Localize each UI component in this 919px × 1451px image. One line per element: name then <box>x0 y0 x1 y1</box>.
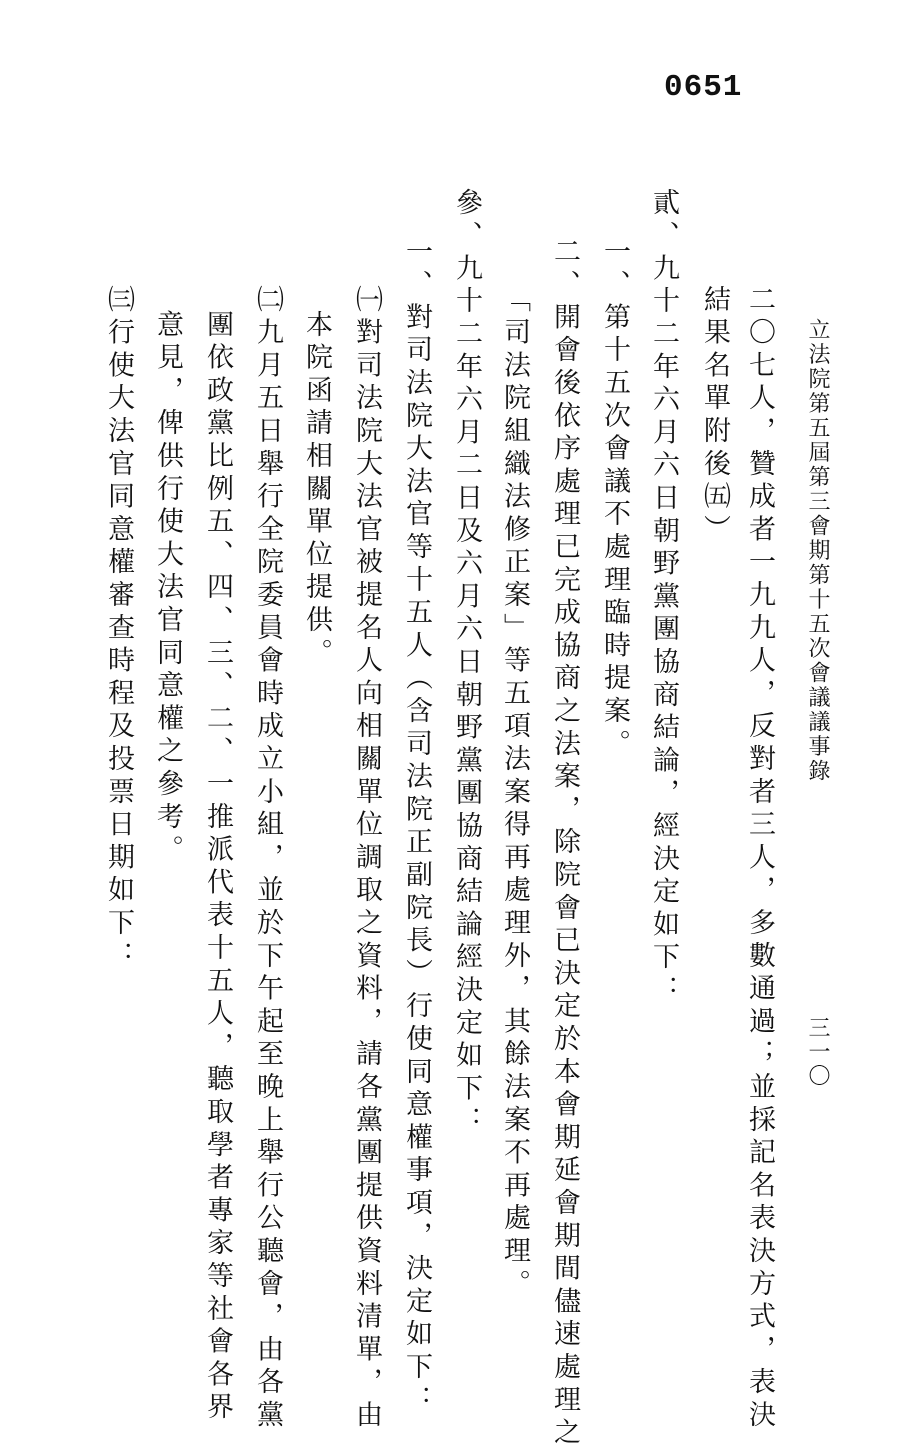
text-column-1: 二〇七人，贊成者一九九人，反對者三人，多數通過；並採記名表決方式，表決 <box>744 285 775 1433</box>
text-column-9: ㈠對司法院大法官被提名人向相關單位調取之資料，請各黨團提供資料清單，由 <box>351 285 382 1433</box>
text-column-3: 貳、九十二年六月六日朝野黨團協商結論，經決定如下： <box>648 188 679 1008</box>
text-column-12: 團依政黨比例五、四、三、二、一推派代表十五人，聽取學者專家等社會各界 <box>202 310 233 1426</box>
text-column-13: 意見，俾供行使大法官同意權之參考。 <box>152 310 183 868</box>
running-header: 立法院第五屆第三會期第十五次會議議事錄 <box>805 318 830 784</box>
text-column-14: ㈢行使大法官同意權審查時程及投票日期如下： <box>103 285 134 974</box>
text-column-11: ㈡九月五日舉行全院委員會時成立小組，並於下午起至晚上舉行公聽會，由各黨 <box>252 285 283 1433</box>
text-column-7: 參、九十二年六月二日及六月六日朝野黨團協商結論經決定如下： <box>451 188 482 1140</box>
text-column-8: 一、對司法院大法官等十五人（含司法院正副院長）行使同意權事項，決定如下： <box>401 237 432 1418</box>
page-number: 三一〇 <box>805 1016 830 1088</box>
archive-stamp-number: 0651 <box>664 70 743 105</box>
text-column-4: 一、第十五次會議不處理臨時提案。 <box>599 237 630 762</box>
text-column-10: 本院函請相關單位提供。 <box>301 310 332 671</box>
text-column-6: 「司法院組織法修正案」等五項法案得再處理外，其餘法案不再處理。 <box>499 285 530 1302</box>
text-column-5: 二、開會後依序處理已完成協商之法案，除院會已決定於本會期延會期間儘速處理之 <box>549 237 580 1451</box>
text-column-2: 結果名單附後㈤） <box>699 285 730 548</box>
